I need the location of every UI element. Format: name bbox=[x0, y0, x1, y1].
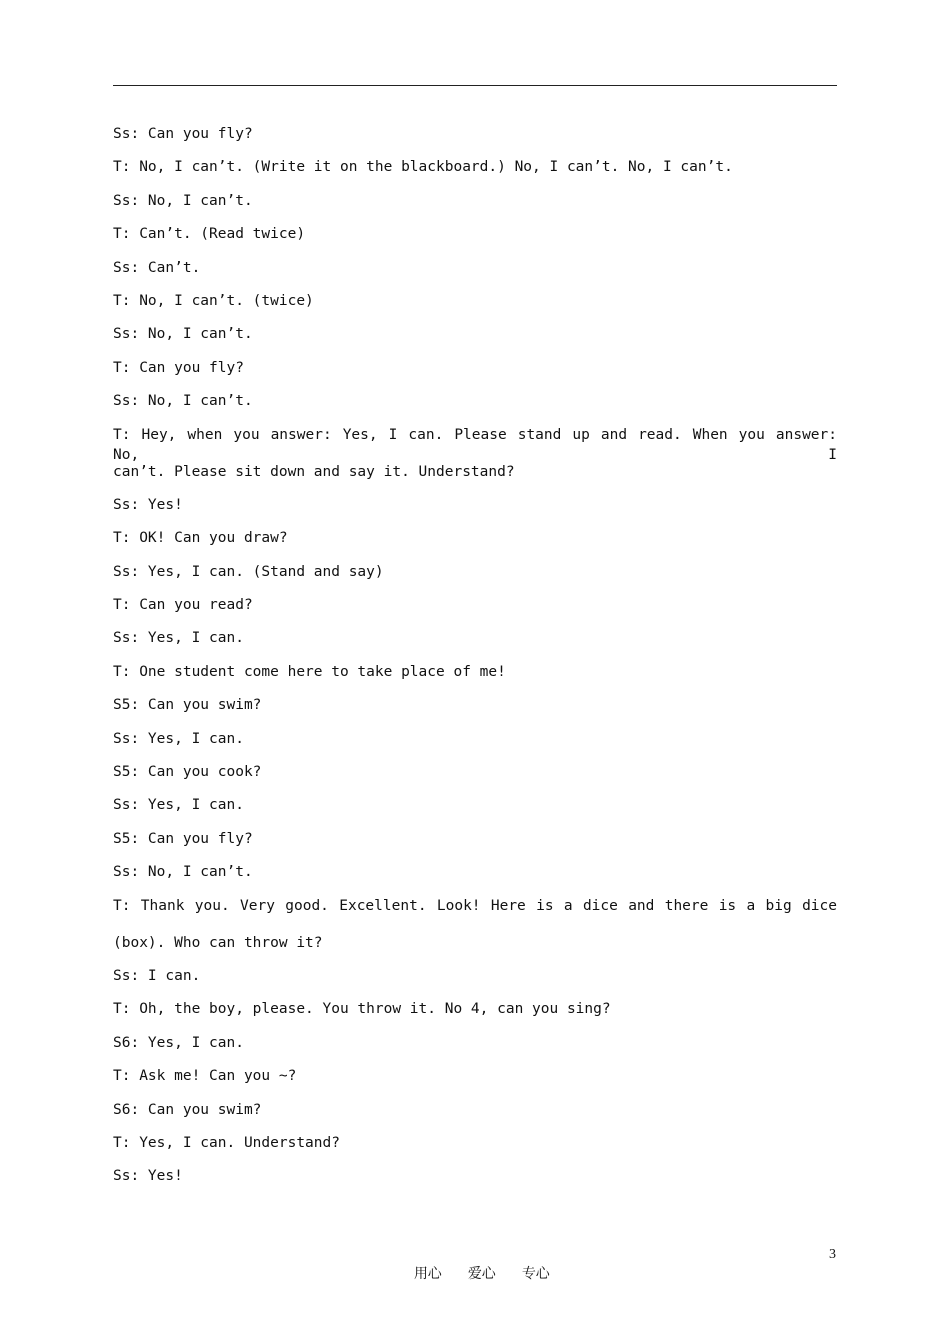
dialogue-line: S5: Can you cook? bbox=[113, 764, 262, 781]
dialogue-line: Ss: Yes, I can. bbox=[113, 730, 244, 747]
dialogue-line: T: Yes, I can. Understand? bbox=[113, 1134, 340, 1151]
dialogue-line: T: No, I can’t. (twice) bbox=[113, 292, 314, 309]
dialogue-line: Ss: No, I can’t. bbox=[113, 864, 253, 881]
dialogue-line: Ss: Can’t. bbox=[113, 259, 201, 276]
dialogue-line: Ss: Can you fly? bbox=[113, 126, 253, 142]
dialogue-line: Ss: Yes, I can. bbox=[113, 797, 244, 814]
footer-word: 爱心 bbox=[467, 1266, 496, 1282]
page-number: 3 bbox=[829, 1247, 836, 1262]
dialogue-line: Ss: Yes! bbox=[113, 1168, 183, 1185]
dialogue-line: T: One student come here to take place of me! bbox=[113, 663, 506, 680]
dialogue-line: S6: Can you swim? bbox=[113, 1101, 262, 1118]
dialogue-line: T: Thank you. Very good. Excellent. Look! Here is a dice and there is a big dice bbox=[113, 897, 837, 914]
dialogue-line: Ss: I can. bbox=[113, 967, 201, 984]
dialogue-line: T: Ask me! Can you ~? bbox=[113, 1068, 297, 1085]
footer-word: 用心 bbox=[413, 1266, 442, 1282]
dialogue-line: T: Can you read? bbox=[113, 597, 253, 614]
page-footer bbox=[0, 1247, 950, 1282]
dialogue-line-continuation: can’t. Please sit down and say it. Understand? bbox=[113, 463, 515, 480]
dialogue-line-continuation: (box). Who can throw it? bbox=[113, 934, 323, 951]
dialogue-line: Ss: No, I can’t. bbox=[113, 393, 253, 410]
dialogue-line: T: Oh, the boy, please. You throw it. No 4, can you sing? bbox=[113, 1001, 611, 1018]
footer-word: 专心 bbox=[521, 1266, 550, 1282]
dialogue-line: S6: Yes, I can. bbox=[113, 1034, 244, 1051]
dialogue-body bbox=[113, 124, 837, 1200]
dialogue-line: S5: Can you fly? bbox=[113, 830, 253, 847]
dialogue-line: T: Can you fly? bbox=[113, 359, 244, 376]
dialogue-line: T: Hey, when you answer: Yes, I can. Please stand up and read. When you answer: No, I bbox=[113, 426, 837, 463]
dialogue-line: Ss: Yes, I can. bbox=[113, 630, 244, 647]
dialogue-line: Ss: No, I can’t. bbox=[113, 192, 253, 209]
footer-motto bbox=[388, 1247, 576, 1299]
dialogue-line: S5: Can you swim? bbox=[113, 697, 262, 714]
dialogue-line: Ss: Yes, I can. (Stand and say) bbox=[113, 563, 384, 580]
dialogue-line: Ss: Yes! bbox=[113, 496, 183, 513]
dialogue-line: T: OK! Can you draw? bbox=[113, 530, 288, 547]
dialogue-line: T: No, I can’t. (Write it on the blackboard.) No, I can’t. No, I can’t. bbox=[113, 159, 733, 176]
header-rule bbox=[113, 85, 837, 86]
dialogue-line: T: Can’t. (Read twice) bbox=[113, 226, 306, 243]
dialogue-line: Ss: No, I can’t. bbox=[113, 326, 253, 343]
